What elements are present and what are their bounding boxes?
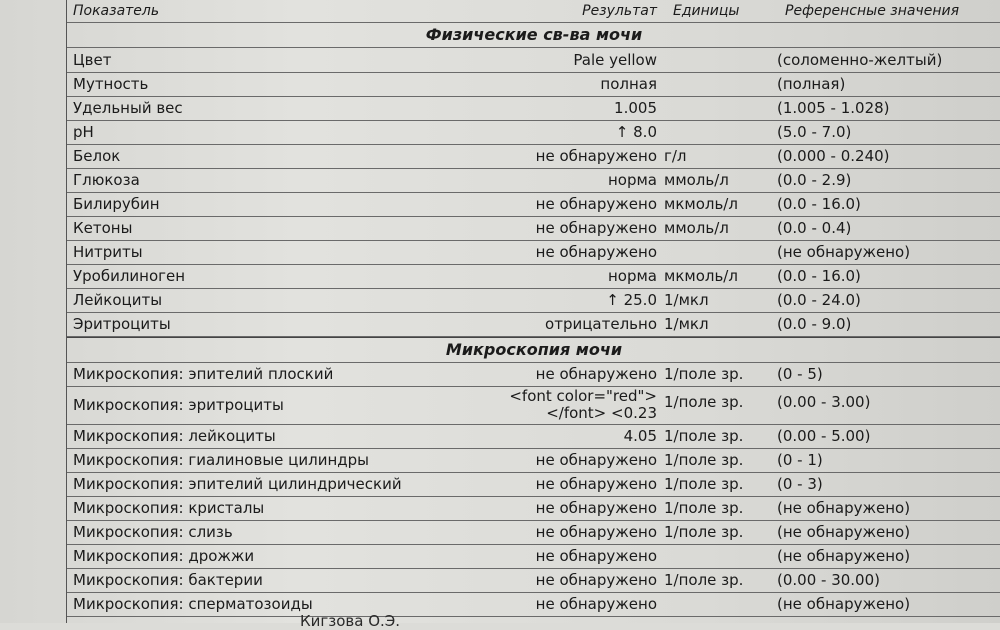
row-ref: (полная) <box>777 75 846 93</box>
table-row <box>67 520 1000 545</box>
row-result: норма <box>607 267 657 285</box>
header-unit: Единицы <box>673 3 740 19</box>
row-ref: (0.0 - 9.0) <box>777 315 852 333</box>
table-row <box>67 240 1000 265</box>
row-result: не обнаружено <box>535 219 657 237</box>
row-result: не обнаружено <box>535 475 657 493</box>
row-ref: (0.0 - 24.0) <box>777 291 861 309</box>
table-row <box>67 496 1000 521</box>
section-physical <box>67 23 1000 48</box>
results-table <box>66 0 1000 623</box>
row-name: Микроскопия: эритроциты <box>73 396 284 414</box>
row-ref: (0.000 - 0.240) <box>777 147 890 165</box>
row-unit: ммоль/л <box>664 171 729 189</box>
row-result: не обнаружено <box>535 547 657 565</box>
row-unit: 1/поле зр. <box>664 523 744 541</box>
row-name: Эритроциты <box>73 315 171 333</box>
row-ref: (1.005 - 1.028) <box>777 99 890 117</box>
footer-signature-text: Кигзова О.Э. <box>300 612 401 630</box>
table-row <box>67 72 1000 97</box>
row-ref: (0 - 3) <box>777 475 823 493</box>
row-ref: (0 - 5) <box>777 365 823 383</box>
table-row <box>67 472 1000 497</box>
row-ref: (не обнаружено) <box>777 547 911 565</box>
row-unit: 1/поле зр. <box>664 393 744 411</box>
row-result: норма <box>607 171 657 189</box>
row-result: не обнаружено <box>535 365 657 383</box>
row-unit: 1/поле зр. <box>664 451 744 469</box>
row-ref: (0.0 - 2.9) <box>777 171 852 189</box>
row-result: 1.005 <box>614 99 657 117</box>
row-result: ↑ 8.0 <box>615 123 657 141</box>
row-result: не обнаружено <box>535 243 657 261</box>
row-ref: (0.00 - 30.00) <box>777 571 880 589</box>
row-ref: (соломенно-желтый) <box>777 51 943 69</box>
table-row <box>67 386 1000 425</box>
row-result: отрицательно <box>545 315 657 333</box>
table-row <box>67 288 1000 313</box>
row-name: Микроскопия: эпителий цилиндрический <box>73 475 402 493</box>
table-row <box>67 544 1000 569</box>
table-row <box>67 592 1000 617</box>
row-name: Белок <box>73 147 121 165</box>
table-row <box>67 120 1000 145</box>
row-result: 4.05 <box>623 427 657 445</box>
row-name: Удельный вес <box>73 99 183 117</box>
row-name: Микроскопия: гиалиновые цилиндры <box>73 451 369 469</box>
row-ref: (0.0 - 16.0) <box>777 195 861 213</box>
table-row <box>67 216 1000 241</box>
table-row <box>67 424 1000 449</box>
header-ref: Референсные значения <box>785 3 959 19</box>
row-unit: ммоль/л <box>664 219 729 237</box>
table-row <box>67 192 1000 217</box>
row-name: Уробилиноген <box>73 267 186 285</box>
table-header <box>67 0 1000 23</box>
row-unit: 1/мкл <box>664 315 709 333</box>
row-name: Микроскопия: эпителий плоский <box>73 365 334 383</box>
row-unit: мкмоль/л <box>664 267 738 285</box>
row-ref: (0.0 - 0.4) <box>777 219 852 237</box>
row-ref: (не обнаружено) <box>777 595 911 613</box>
row-result: не обнаружено <box>535 195 657 213</box>
row-result: не обнаружено <box>535 523 657 541</box>
table-row <box>67 448 1000 473</box>
row-name: Цвет <box>73 51 112 69</box>
row-unit: г/л <box>664 147 687 165</box>
row-result: не обнаружено <box>535 147 657 165</box>
header-name: Показатель <box>73 3 160 19</box>
row-name: Глюкоза <box>73 171 140 189</box>
header-result: Результат <box>582 3 657 19</box>
row-unit: 1/поле зр. <box>664 365 744 383</box>
section-title-physical: Физические св-ва мочи <box>425 25 643 44</box>
row-name: Микроскопия: кристалы <box>73 499 265 517</box>
section-title-micro: Микроскопия мочи <box>445 340 623 359</box>
row-ref: (не обнаружено) <box>777 499 911 517</box>
table-row <box>67 96 1000 121</box>
row-name: Микроскопия: лейкоциты <box>73 427 276 445</box>
row-name: Микроскопия: дрожжи <box>73 547 255 565</box>
row-result: Pale yellow <box>573 51 657 69</box>
row-unit: 1/поле зр. <box>664 427 744 445</box>
row-result: не обнаружено <box>535 595 657 613</box>
row-unit: 1/мкл <box>664 291 709 309</box>
table-row <box>67 168 1000 193</box>
row-unit: мкмоль/л <box>664 195 738 213</box>
table-row <box>67 144 1000 169</box>
section-micro <box>67 337 1000 363</box>
row-ref: (5.0 - 7.0) <box>777 123 852 141</box>
row-name: pH <box>73 123 94 141</box>
row-ref: (0.00 - 5.00) <box>777 427 871 445</box>
row-ref: (не обнаружено) <box>777 243 911 261</box>
row-name: Билирубин <box>73 195 160 213</box>
table-row <box>67 362 1000 387</box>
row-result-line2: </font> <0.23 <box>546 404 657 422</box>
row-ref: (0.0 - 16.0) <box>777 267 861 285</box>
row-name: Кетоны <box>73 219 133 237</box>
row-unit: 1/поле зр. <box>664 571 744 589</box>
table-row <box>67 312 1000 337</box>
row-result: ↑ 25.0 <box>606 291 657 309</box>
row-name: Нитриты <box>73 243 143 261</box>
row-unit: 1/поле зр. <box>664 499 744 517</box>
row-ref: (не обнаружено) <box>777 523 911 541</box>
row-unit: 1/поле зр. <box>664 475 744 493</box>
row-result: не обнаружено <box>535 451 657 469</box>
row-name: Мутность <box>73 75 149 93</box>
row-ref: (0.00 - 3.00) <box>777 393 871 411</box>
row-name: Лейкоциты <box>73 291 163 309</box>
row-ref: (0 - 1) <box>777 451 823 469</box>
table-row <box>67 48 1000 73</box>
row-result <box>509 388 657 422</box>
row-name: Микроскопия: сперматозоиды <box>73 595 313 613</box>
row-result: не обнаружено <box>535 499 657 517</box>
row-name: Микроскопия: слизь <box>73 523 233 541</box>
table-row <box>67 264 1000 289</box>
row-result-line1: <font color="red"> <box>509 387 657 405</box>
row-result: не обнаружено <box>535 571 657 589</box>
row-result: полная <box>600 75 657 93</box>
row-name: Микроскопия: бактерии <box>73 571 263 589</box>
table-row <box>67 568 1000 593</box>
